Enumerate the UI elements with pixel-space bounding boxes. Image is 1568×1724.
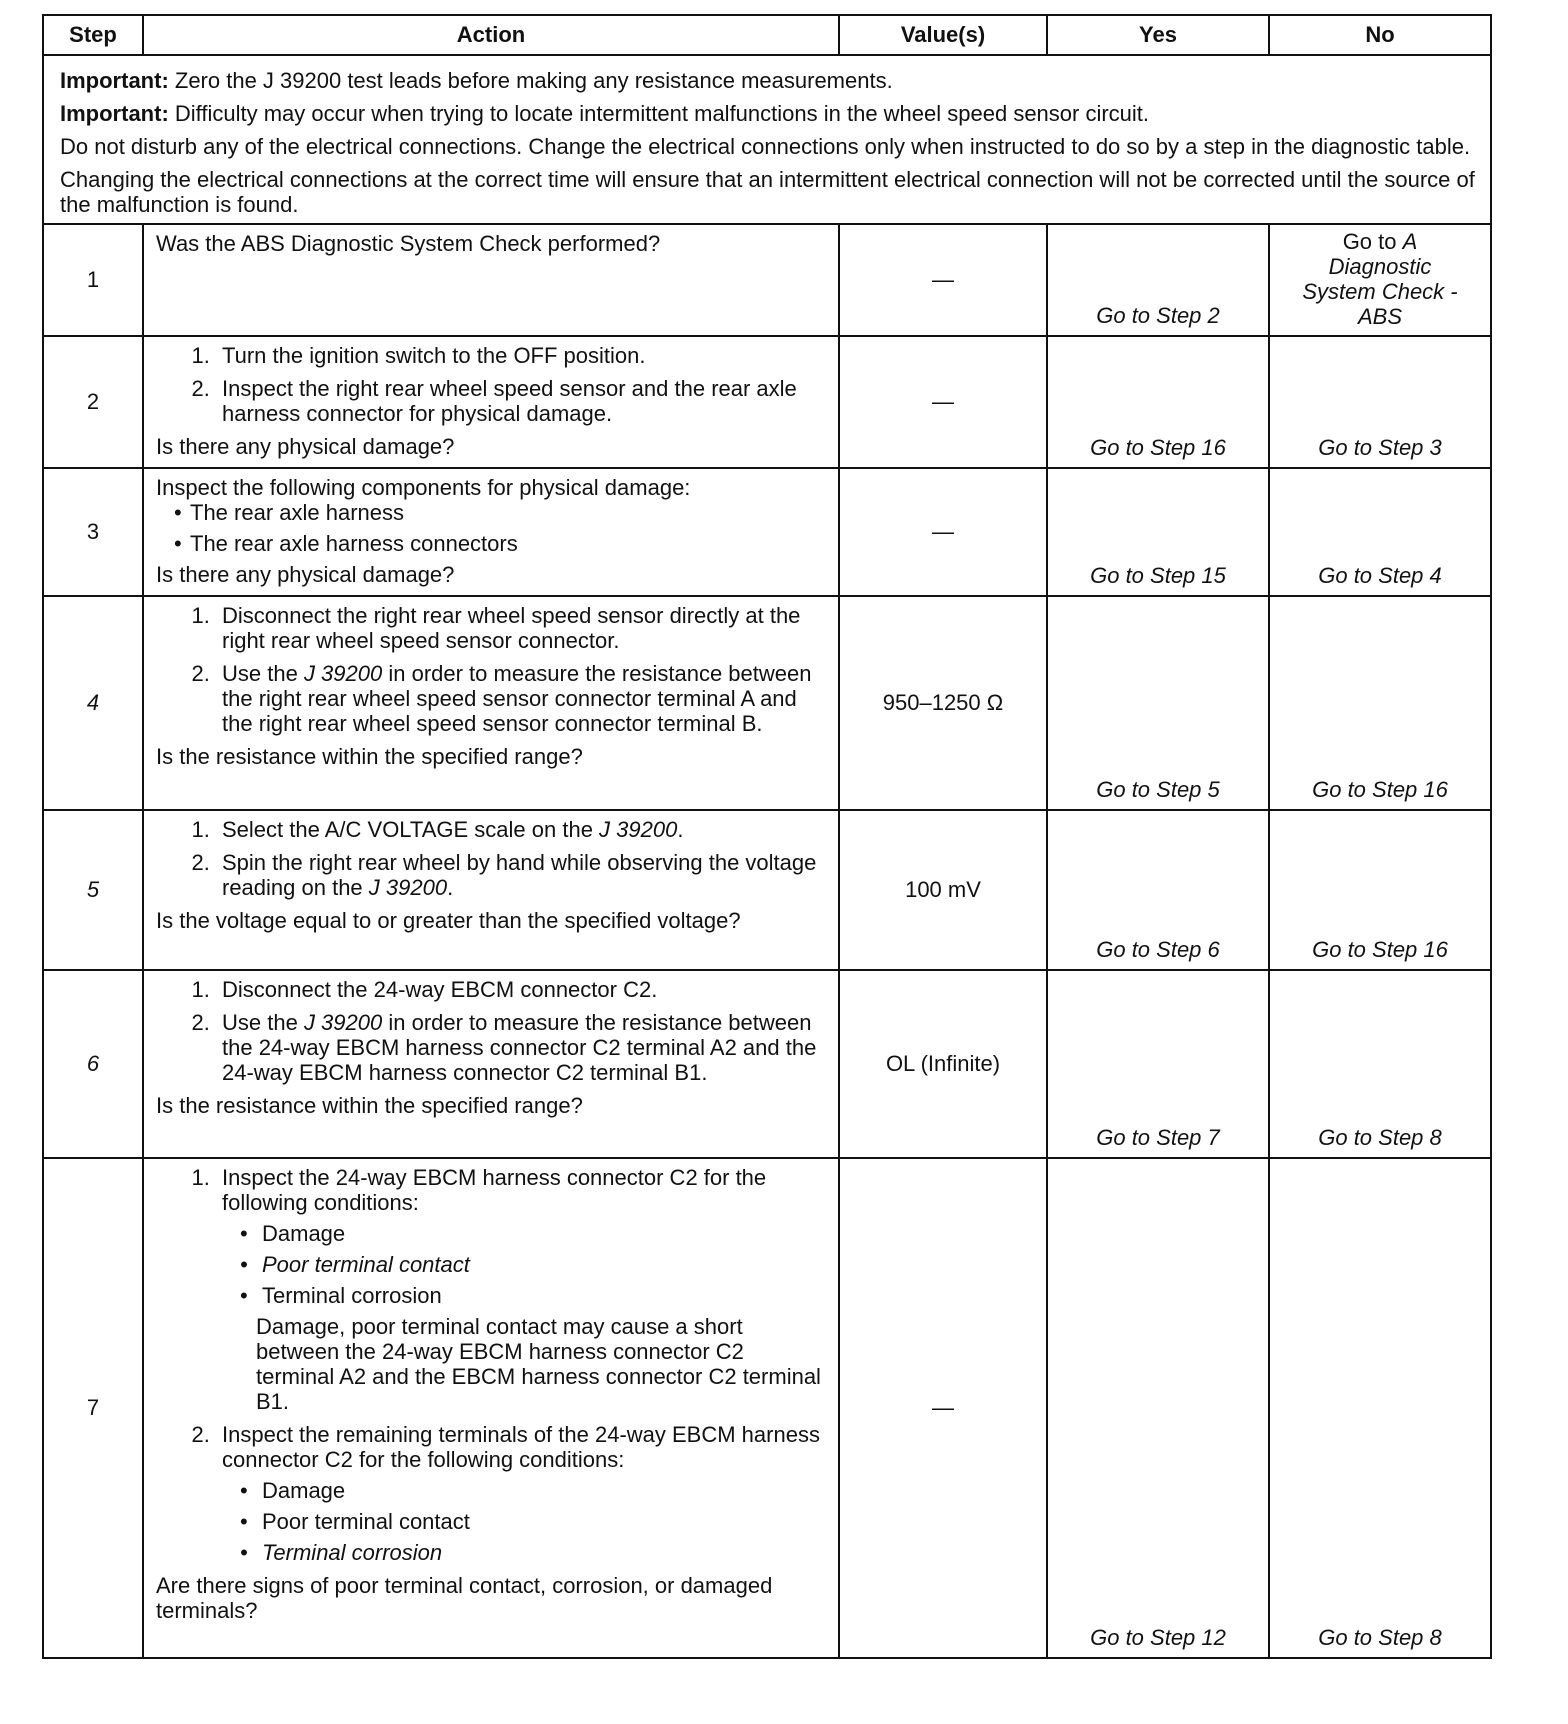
action-item: 1. Turn the ignition switch to the OFF position.: [216, 343, 828, 368]
no-goto-link[interactable]: A Diagnostic System Check - ABS: [1302, 229, 1458, 329]
step-number: 1: [43, 224, 143, 336]
step-question: Was the ABS Diagnostic System Check performed?: [156, 231, 661, 256]
step-action: [143, 810, 839, 970]
yes-goto[interactable]: Go to Step 2: [1047, 224, 1269, 336]
yes-goto[interactable]: Go to Step 15: [1047, 468, 1269, 596]
condition-note: Damage, poor terminal contact may cause a short between the 24-way EBCM harness connector C2 terminal A2 and the EBCM harness connector C2 terminal B1.: [256, 1314, 821, 1414]
step-row-6: [43, 970, 1491, 1158]
no-goto[interactable]: Go to Step 4: [1269, 468, 1491, 596]
note-1-label: Important:: [60, 68, 169, 93]
action-text: .: [447, 875, 454, 900]
action-text: .: [677, 817, 684, 842]
step-row-3: [43, 468, 1491, 596]
action-item: [216, 1165, 828, 1414]
action-text: Spin the right rear wheel by hand while observing the voltage reading on the: [222, 850, 817, 900]
note-1-text: Zero the J 39200 test leads before making any resistance measurements.: [168, 68, 893, 93]
tool-name: J 39200: [303, 661, 383, 686]
no-goto[interactable]: Go to Step 16: [1269, 596, 1491, 810]
action-text: Select the A/C VOLTAGE scale on the: [222, 817, 600, 842]
step-question: Is there any physical damage?: [156, 562, 455, 587]
no-goto[interactable]: Go to Step 16: [1269, 810, 1491, 970]
no-goto[interactable]: Go to Step 8: [1269, 1158, 1491, 1658]
note-3: [60, 134, 1476, 159]
action-item: [216, 1422, 828, 1565]
header-yes: Yes: [1047, 15, 1269, 55]
step-question: Is the resistance within the specified range?: [156, 1093, 583, 1118]
bullet-item: • The rear axle harness: [190, 500, 828, 525]
header-no: No: [1269, 15, 1491, 55]
note-1: [60, 68, 1476, 93]
step-number: 6: [43, 970, 143, 1158]
action-item: [216, 850, 828, 900]
action-text: Inspect the remaining terminals of the 24-way EBCM harness connector C2 for the following conditions:: [222, 1422, 820, 1472]
step-question: Is there any physical damage?: [156, 434, 455, 459]
step-row-4: [43, 596, 1491, 810]
note-4: [60, 167, 1476, 217]
action-item: 2. Inspect the right rear wheel speed sensor and the rear axle harness connector for physical damage.: [216, 376, 828, 426]
tool-name: J 39200: [303, 1010, 383, 1035]
header-action: Action: [143, 15, 839, 55]
action-text: Use the: [222, 1010, 304, 1035]
bullet-item: • Poor terminal contact: [256, 1252, 828, 1277]
action-text: in order to measure the resistance between the right rear wheel speed sensor connector terminal A and the right rear wheel speed sensor connector terminal B.: [222, 661, 812, 736]
step-action: [143, 970, 839, 1158]
yes-goto[interactable]: Go to Step 6: [1047, 810, 1269, 970]
step-row-7: [43, 1158, 1491, 1658]
step-action: [143, 1158, 839, 1658]
bullet-item: • Poor terminal contact: [256, 1509, 828, 1534]
step-action: [143, 224, 839, 336]
no-goto[interactable]: Go to Step 8: [1269, 970, 1491, 1158]
step-value: —: [839, 1158, 1047, 1658]
action-item: [216, 661, 828, 736]
action-text: Inspect the 24-way EBCM harness connector C2 for the following conditions:: [222, 1165, 767, 1215]
note-2: [60, 101, 1476, 126]
yes-goto[interactable]: Go to Step 12: [1047, 1158, 1269, 1658]
step-row-1: [43, 224, 1491, 336]
yes-goto[interactable]: Go to Step 7: [1047, 970, 1269, 1158]
no-goto[interactable]: [1269, 224, 1491, 336]
step-value: —: [839, 336, 1047, 468]
diagnostic-table-page: [42, 14, 1490, 1659]
step-value: OL (Infinite): [839, 970, 1047, 1158]
note-2-text: Difficulty may occur when trying to locate intermittent malfunctions in the wheel speed sensor circuit.: [168, 101, 1150, 126]
action-item: [216, 817, 828, 842]
step-number: 5: [43, 810, 143, 970]
action-item: [216, 1010, 828, 1085]
step-action: [143, 468, 839, 596]
bullet-item: • Damage: [256, 1478, 828, 1503]
notes-row: [43, 55, 1491, 224]
bullet-item: • Terminal corrosion: [256, 1283, 828, 1308]
step-question: Is the resistance within the specified range?: [156, 744, 583, 769]
step-number: 2: [43, 336, 143, 468]
tool-name: J 39200: [368, 875, 448, 900]
action-text: Use the: [222, 661, 304, 686]
yes-goto[interactable]: Go to Step 5: [1047, 596, 1269, 810]
step-number: 3: [43, 468, 143, 596]
step-row-5: [43, 810, 1491, 970]
header-step: Step: [43, 15, 143, 55]
step-action: [143, 596, 839, 810]
bullet-item: • Terminal corrosion: [256, 1540, 828, 1565]
step-action: [143, 336, 839, 468]
action-text: in order to measure the resistance between the 24-way EBCM harness connector C2 terminal A2 and the 24-way EBCM harness connector C2 terminal B1.: [222, 1010, 817, 1085]
step-intro: Inspect the following components for physical damage:: [156, 475, 691, 500]
step-row-2: [43, 336, 1491, 468]
step-question: Are there signs of poor terminal contact, corrosion, or damaged terminals?: [156, 1573, 773, 1623]
yes-goto[interactable]: Go to Step 16: [1047, 336, 1269, 468]
tool-name: J 39200: [599, 817, 678, 842]
header-values: Value(s): [839, 15, 1047, 55]
note-4-text: Changing the electrical connections at the correct time will ensure that an intermittent electrical connection will not be corrected until the source of the malfunction is found.: [60, 167, 1475, 217]
step-number: 4: [43, 596, 143, 810]
no-goto-prefix: Go to: [1342, 229, 1403, 254]
action-item: 1. Disconnect the right rear wheel speed sensor directly at the right rear wheel speed sensor connector.: [216, 603, 828, 653]
step-value: —: [839, 224, 1047, 336]
bullet-item: • The rear axle harness connectors: [190, 531, 828, 556]
step-question: Is the voltage equal to or greater than the specified voltage?: [156, 908, 741, 933]
diagnostic-table: [42, 14, 1492, 1659]
no-goto[interactable]: Go to Step 3: [1269, 336, 1491, 468]
step-value: 100 mV: [839, 810, 1047, 970]
step-value: 950–1250 Ω: [839, 596, 1047, 810]
important-notes: [43, 55, 1491, 224]
note-2-label: Important:: [60, 101, 169, 126]
step-number: 7: [43, 1158, 143, 1658]
step-value: —: [839, 468, 1047, 596]
note-3-text: Do not disturb any of the electrical connections. Change the electrical connections only when instructed to do so by a step in the diagnostic table.: [60, 134, 1471, 159]
bullet-item: • Damage: [256, 1221, 828, 1246]
header-row: [43, 15, 1491, 55]
action-item: 1. Disconnect the 24-way EBCM connector C2.: [216, 977, 828, 1002]
